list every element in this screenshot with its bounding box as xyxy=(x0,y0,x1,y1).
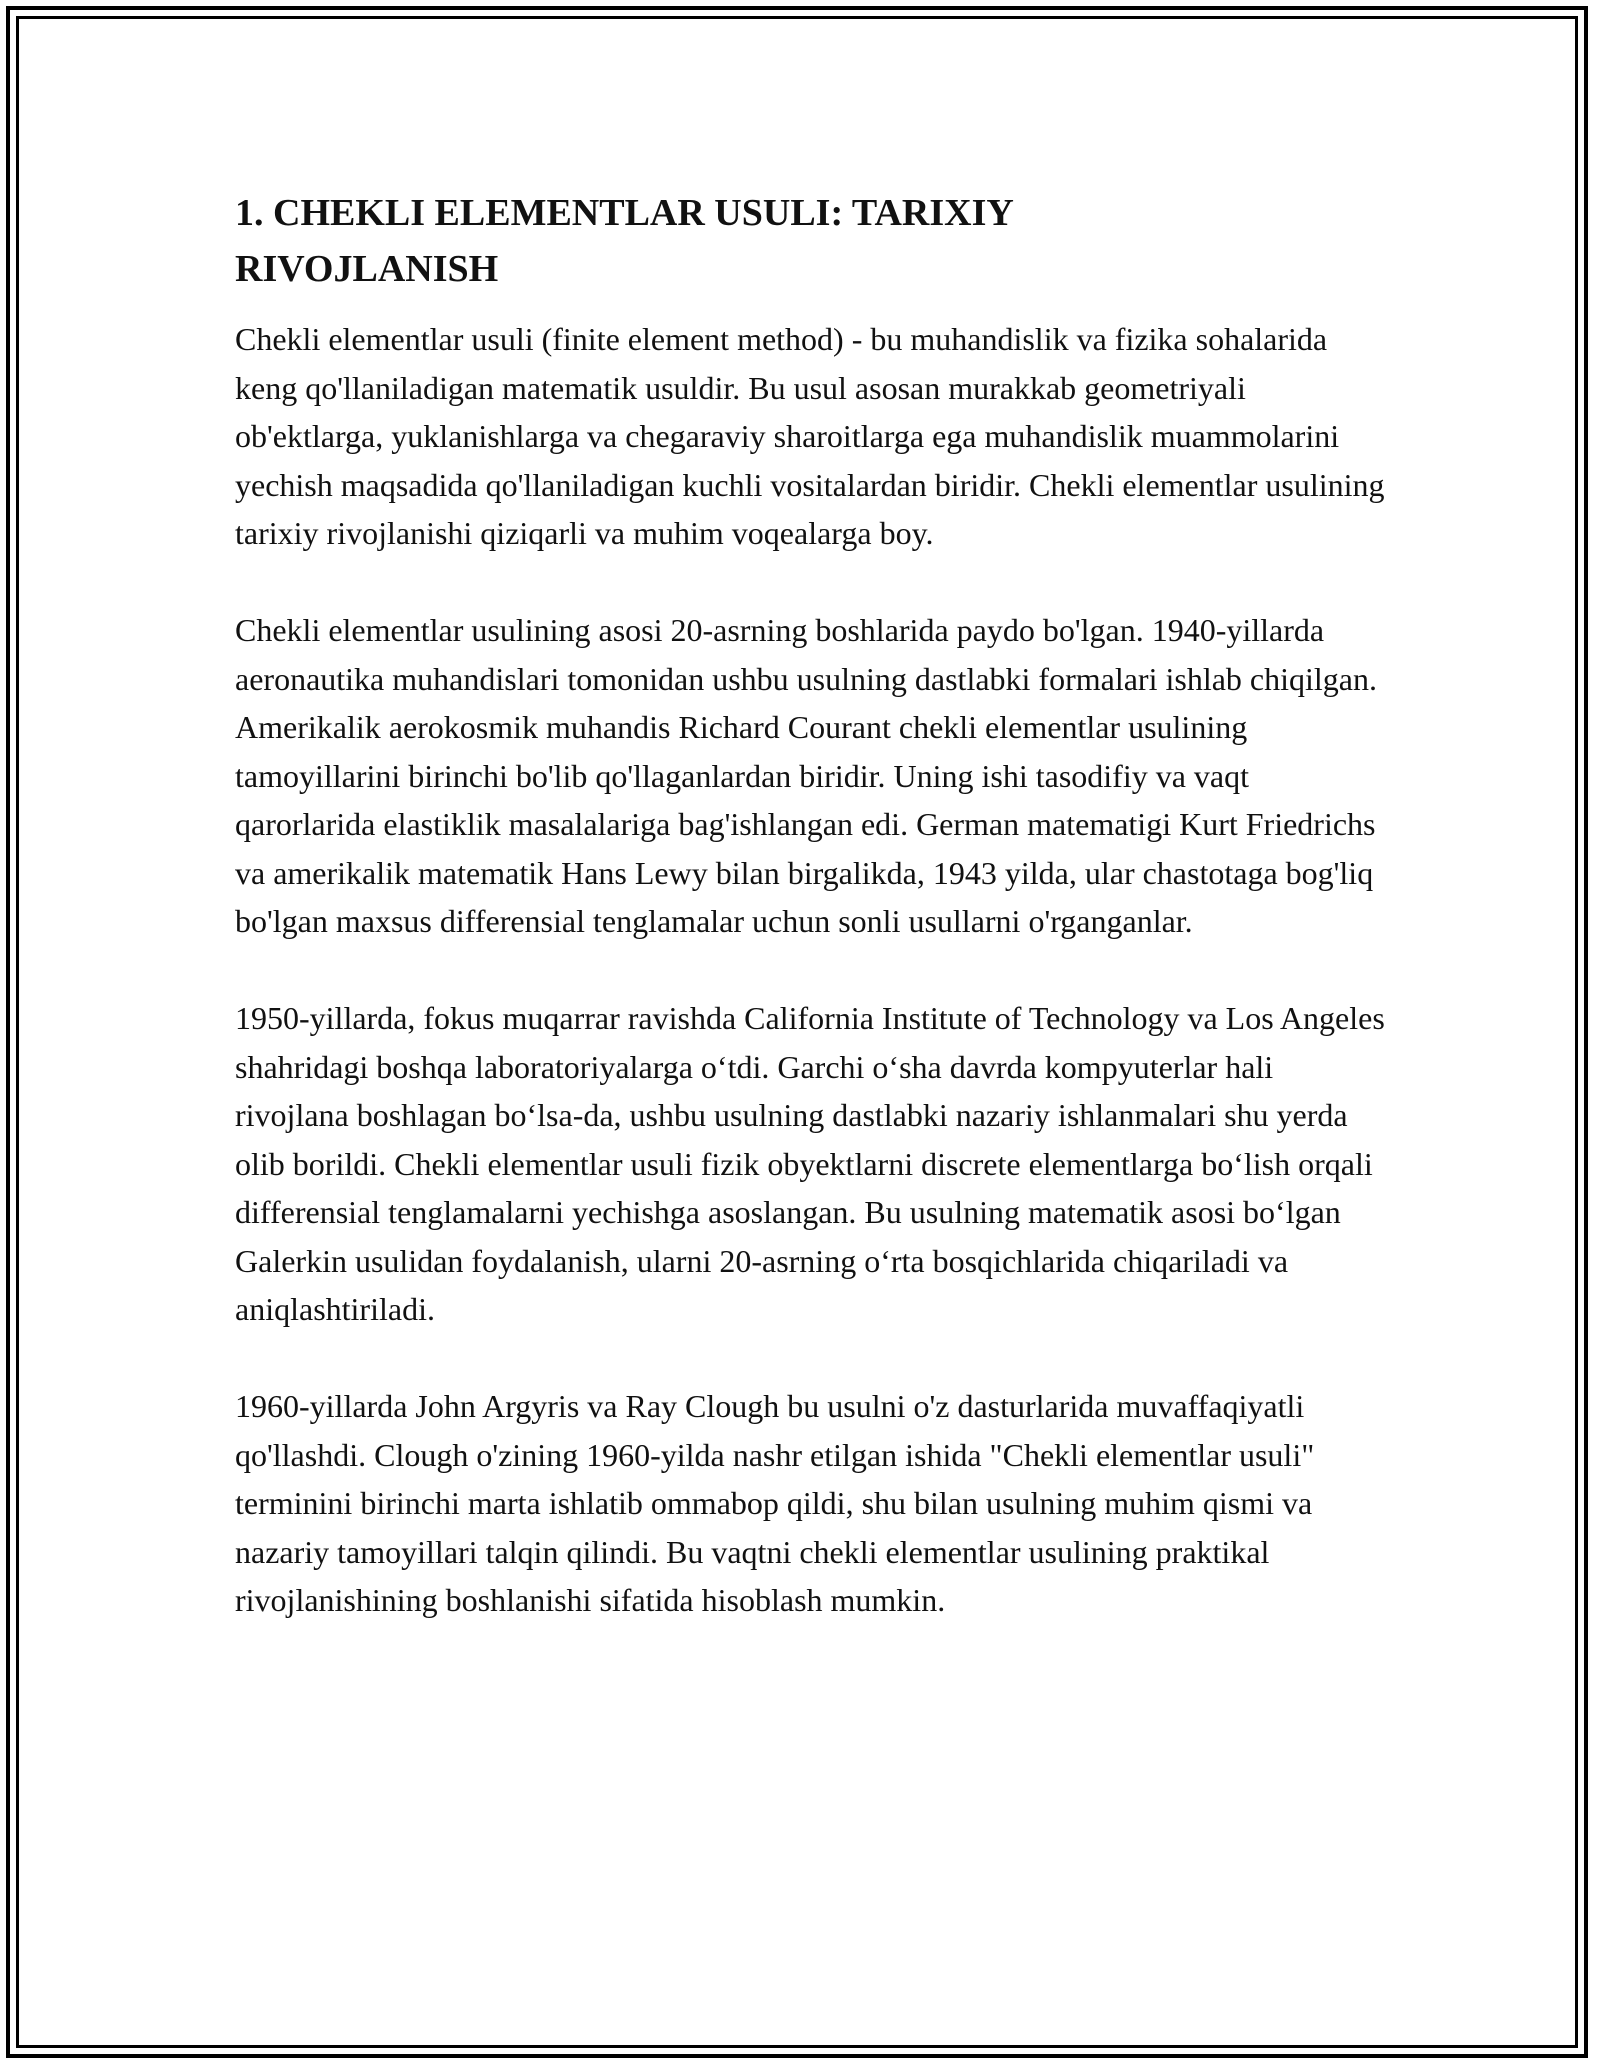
paragraph-1960s: 1960-yillarda John Argyris va Ray Clough bu usulni o'z dasturlarida muvaffaqiyatli qo'llashdi. Clough o'zining 1960-yilda nashr etilgan ishida "Chekli elementlar usuli" terminini birinchi marta ishlatib ommabop qildi, shu bilan usulning muhim qismi va nazariy tamoyillari talqin qilindi. Bu vaqtni chekli elementlar usulining praktikal rivojlanishining boshlanishi sifatida hisoblash mumkin. xyxy=(235,1388,1315,1618)
paragraph-origins: Chekli elementlar usulining asosi 20-asrning boshlarida paydo bo'lgan. 1940-yillarda aeronautika muhandislari tomonidan ushbu usulning dastlabki formalari ishlab chiqilgan. Amerikalik aerokosmik muhandis Richard Courant chekli elementlar usulining tamoyillarini birinchi bo'lib qo'llaganlardan biridir. Uning ishi tasodifiy va vaqt qarorlarida elastiklik masalalariga bag'ishlangan edi. German matematigi Kurt Friedrichs va amerikalik matematik Hans Lewy bilan birgalikda, 1943 yilda, ular chastotaga bog'liq bo'lgan maxsus differensial tenglamalar uchun sonli usullarni o'rganganlar. xyxy=(235,612,1377,939)
paragraph-intro: Chekli elementlar usuli (finite element method) - bu muhandislik va fizika sohalarida keng qo'llaniladigan matematik usuldir. Bu usul asosan murakkab geometriyali ob'ektlarga, yuklanishlarga va chegaraviy sharoitlarga ega muhandislik muammolarini yechish maqsadida qo'llaniladigan kuchli vositalardan biridir. Chekli elementlar usulining tarixiy rivojlanishi qiziqarli va muhim voqealarga boy. xyxy=(235,321,1385,551)
section-heading: 1. CHEKLI ELEMENTLAR USULI: TARIXIY RIVOJLANISH xyxy=(235,192,1013,290)
document-body xyxy=(235,185,1385,1673)
paragraph-1950s: 1950-yillarda, fokus muqarrar ravishda California Institute of Technology va Los Angeles shahridagi boshqa laboratoriyalarga o‘tdi. Garchi o‘sha davrda kompyuterlar hali rivojlana boshlagan bo‘lsa-da, ushbu usulning dastlabki nazariy ishlanmalari shu yerda olib borildi. Chekli elementlar usuli fizik obyektlarni discrete elementlarga bo‘lish orqali differensial tenglamalarni yechishga asoslangan. Bu usulning matematik asosi bo‘lgan Galerkin usulidan foydalanish, ularni 20-asrning o‘rta bosqichlarida chiqariladi va aniqlashtiriladi. xyxy=(235,1000,1385,1327)
